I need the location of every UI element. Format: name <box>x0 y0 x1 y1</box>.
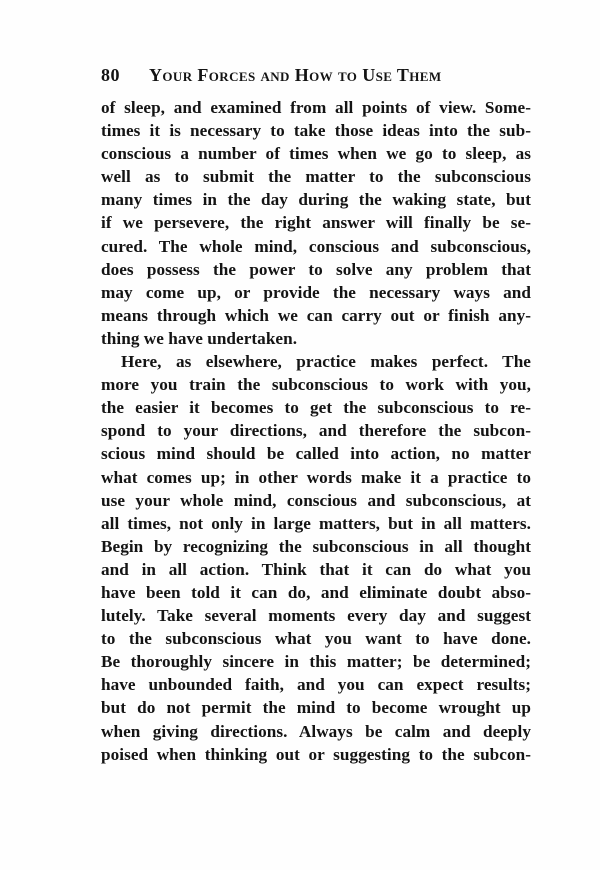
text-line: times it is necessary to take those ideas into the sub- <box>101 121 531 141</box>
text-line: may come up, or provide the necessary ways and <box>101 282 531 302</box>
text-line: poised when thinking out or suggesting to the subcon- <box>101 744 531 764</box>
text-line: Be thoroughly sincere in this matter; be determined; <box>101 652 531 672</box>
text-line: conscious a number of times when we go to sleep, as <box>101 144 531 164</box>
text-line: all times, not only in large matters, but in all matters. <box>101 513 531 533</box>
paragraph-start-line: Here, as elsewhere, practice makes perfect. The <box>121 352 531 372</box>
text-line: does possess the power to solve any problem that <box>101 259 531 279</box>
text-line: scious mind should be called into action, no matter <box>101 444 531 464</box>
text-line: the easier it becomes to get the subconscious to re- <box>101 398 531 418</box>
text-line: thing we have undertaken. <box>101 328 298 348</box>
text-line: but do not permit the mind to become wrought up <box>101 698 531 718</box>
page-header <box>101 63 541 87</box>
text-line: and in all action. Think that it can do what you <box>101 559 531 579</box>
page-number: 80 <box>101 65 120 85</box>
running-title: Your Forces and How to Use Them <box>149 65 442 85</box>
text-line: to the subconscious what you want to have done. <box>101 629 531 649</box>
text-line: spond to your directions, and therefore the subcon- <box>101 421 531 441</box>
text-line: well as to submit the matter to the subconscious <box>101 167 531 187</box>
text-line: have unbounded faith, and you can expect results; <box>101 675 531 695</box>
text-line: what comes up; in other words make it a practice to <box>101 467 531 487</box>
text-line: cured. The whole mind, conscious and subconscious, <box>101 236 531 256</box>
body-text <box>101 96 531 766</box>
text-line: when giving directions. Always be calm and deeply <box>101 721 531 741</box>
text-line: lutely. Take several moments every day and suggest <box>101 606 531 626</box>
text-line: more you train the subconscious to work with you, <box>101 375 531 395</box>
text-line: use your whole mind, conscious and subconscious, at <box>101 490 531 510</box>
text-line: have been told it can do, and eliminate doubt abso- <box>101 582 531 602</box>
text-line: if we persevere, the right answer will finally be se- <box>101 213 531 233</box>
text-line: many times in the day during the waking state, but <box>101 190 531 210</box>
text-line: of sleep, and examined from all points of view. Some- <box>101 98 531 117</box>
text-line: Begin by recognizing the subconscious in all thought <box>101 536 531 556</box>
text-line: means through which we can carry out or finish any- <box>101 305 531 325</box>
